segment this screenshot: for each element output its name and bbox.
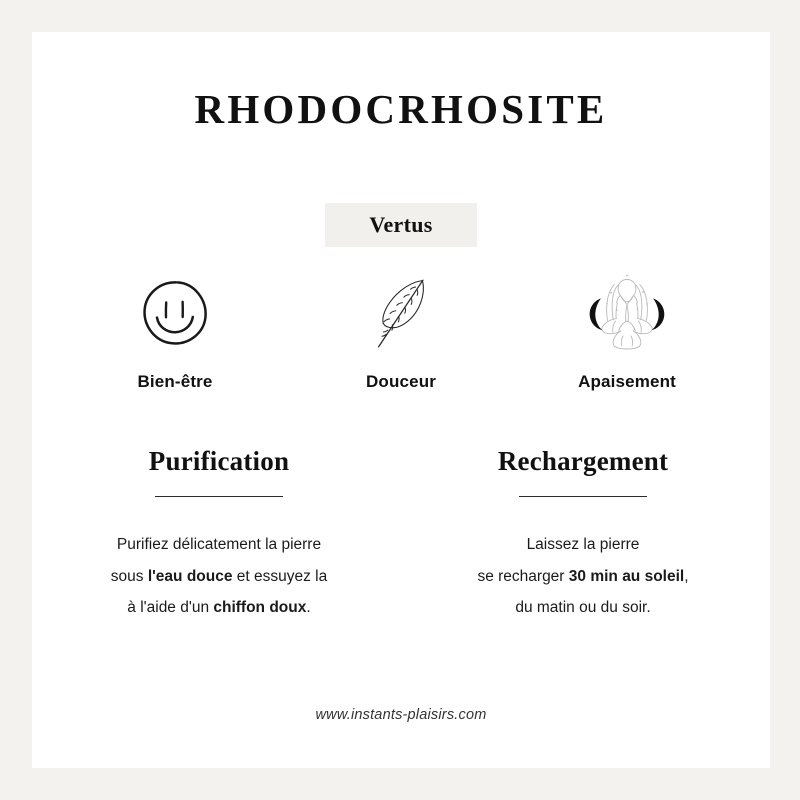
care-column-rechargement bbox=[418, 447, 748, 624]
meditation-moons-icon bbox=[581, 270, 673, 356]
footer-website: www.instants-plaisirs.com bbox=[315, 707, 487, 723]
virtue-label-douceur: Douceur bbox=[365, 372, 436, 391]
heading-divider bbox=[519, 496, 647, 497]
virtue-label-apaisement: Apaisement bbox=[578, 372, 676, 391]
info-card bbox=[32, 32, 770, 768]
virtues-row bbox=[70, 270, 732, 392]
virtue-item-bien-etre bbox=[70, 270, 280, 392]
care-instructions-row bbox=[54, 447, 748, 624]
section-label-vertus: Vertus bbox=[325, 203, 476, 247]
care-column-purification bbox=[54, 447, 384, 624]
virtue-item-apaisement bbox=[522, 270, 732, 392]
page-title: RHODOCRHOSITE bbox=[194, 86, 608, 132]
virtue-item-douceur bbox=[296, 270, 506, 392]
virtue-label-bien-etre: Bien-être bbox=[137, 372, 213, 391]
care-body-rechargement: Laissez la pierre se recharger 30 min au soleil, du matin ou du soir. bbox=[477, 536, 689, 617]
care-body-purification: Purifiez délicatement la pierre sous l'eau douce et essuyez la à l'aide d'un chiffon doux. bbox=[110, 536, 328, 617]
care-heading-purification: Purification bbox=[148, 446, 290, 476]
smiley-face-icon bbox=[139, 270, 211, 356]
care-heading-rechargement: Rechargement bbox=[497, 446, 669, 476]
vertus-chip-container bbox=[32, 203, 770, 247]
heading-divider bbox=[155, 496, 283, 497]
feather-icon bbox=[364, 270, 438, 356]
